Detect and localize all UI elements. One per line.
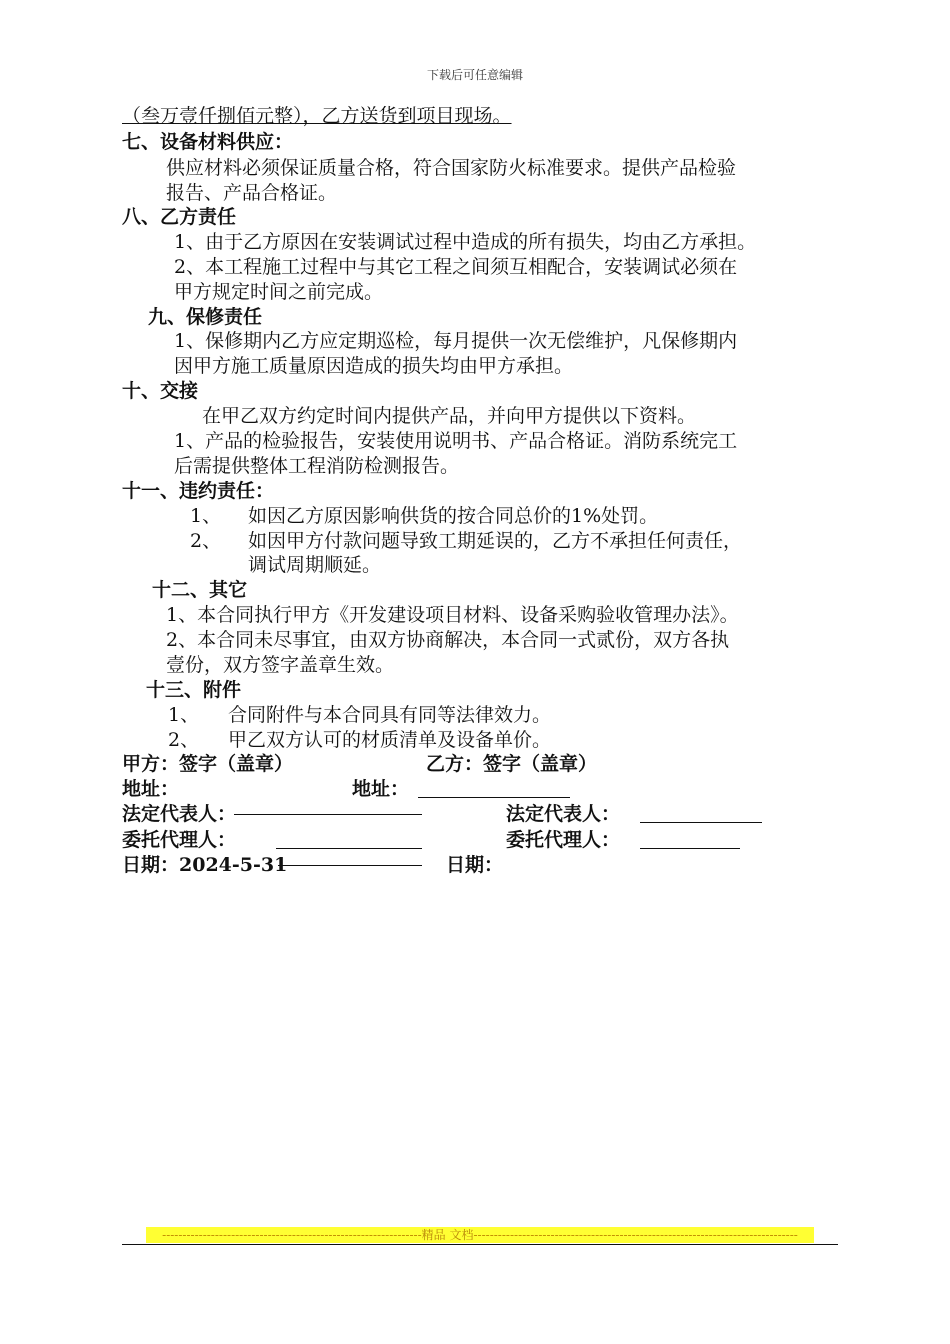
section-11-item-2-cont: 调试周期顺延。	[248, 554, 382, 576]
section-13-title: 十三、附件	[146, 679, 242, 701]
party-a-date-label: 日期：2024-5-31	[122, 854, 288, 876]
party-b-date-label: 日期：	[446, 854, 504, 876]
section-13-item-2: 甲乙双方认可的材质清单及设备单价。	[228, 729, 552, 751]
party-a-agent-blank[interactable]	[276, 828, 422, 852]
party-b-agent-label: 委托代理人：	[506, 829, 621, 851]
footer-banner	[146, 1227, 814, 1243]
section-13-item-1-number: 1、	[168, 704, 200, 726]
footer-rule	[122, 1244, 838, 1245]
party-b-legal-rep-blank[interactable]	[640, 802, 762, 826]
section-7-para-1: 供应材料必须保证质量合格，符合国家防火标准要求。提供产品检验	[166, 157, 737, 179]
footer-label: 精品 文档	[421, 1228, 474, 1242]
footer-dashes-right: --------------------------------------------------------------------------------	[473, 1228, 798, 1242]
party-a-date-blank[interactable]	[278, 853, 422, 877]
party-b-agent-blank[interactable]	[640, 828, 740, 852]
party-b-legal-rep-label: 法定代表人：	[506, 803, 621, 825]
party-a-legal-rep-label: 法定代表人：	[122, 803, 237, 825]
section-8-item-2-cont: 甲方规定时间之前完成。	[174, 281, 384, 303]
section-11-item-1: 如因乙方原因影响供货的按合同总价的1%处罚。	[248, 505, 659, 527]
party-b-address-blank[interactable]	[418, 777, 570, 801]
section-11-item-1-number: 1、	[190, 505, 222, 527]
section-9-item-1-cont: 因甲方施工质量原因造成的损失均由甲方承担。	[174, 355, 574, 377]
section-7-title: 七、设备材料供应：	[122, 131, 294, 153]
section-12-item-2-cont: 壹份，双方签字盖章生效。	[166, 654, 395, 676]
section-8-title: 八、乙方责任	[122, 206, 237, 228]
page-header-note: 下载后可任意编辑	[426, 68, 523, 82]
section-8-item-2: 2、本工程施工过程中与其它工程之间须互相配合，安装调试必须在	[174, 256, 738, 278]
section-9-item-1: 1、保修期内乙方应定期巡检，每月提供一次无偿维护，凡保修期内	[174, 330, 738, 352]
section-10-title: 十、交接	[122, 380, 199, 402]
section-12-item-1: 1、本合同执行甲方《开发建设项目材料、设备采购验收管理办法》。	[166, 604, 739, 626]
footer-dashes-left: ----------------------------------------------------------------	[162, 1228, 422, 1242]
section-11-item-2-number: 2、	[190, 530, 222, 552]
party-a-agent-label: 委托代理人：	[122, 829, 237, 851]
party-b-signature-label: 乙方：签字（盖章）	[426, 753, 598, 775]
section-9-title: 九、保修责任	[148, 306, 263, 328]
section-7-para-2: 报告、产品合格证。	[166, 182, 338, 204]
section-11-item-2: 如因甲方付款问题导致工期延误的，乙方不承担任何责任，	[248, 530, 743, 552]
section-11-title: 十一、违约责任：	[122, 480, 275, 502]
party-a-signature-label: 甲方：签字（盖章）	[122, 753, 294, 775]
section-10-item-1-cont: 后需提供整体工程消防检测报告。	[174, 455, 460, 477]
section-8-item-1: 1、由于乙方原因在安装调试过程中造成的所有损失，均由乙方承担。	[174, 231, 757, 253]
section-12-title: 十二、其它	[152, 579, 248, 601]
price-continuation-line: （叁万壹仟捌佰元整），乙方送货到项目现场。	[122, 105, 512, 127]
section-12-item-2: 2、本合同未尽事宜，由双方协商解决，本合同一式贰份，双方各执	[166, 629, 730, 651]
section-13-item-1: 合同附件与本合同具有同等法律效力。	[228, 704, 552, 726]
section-13-item-2-number: 2、	[168, 729, 200, 751]
party-b-address-label: 地址：	[352, 778, 410, 800]
party-a-address-label: 地址：	[122, 778, 180, 800]
section-10-item-1: 1、产品的检验报告，安装使用说明书、产品合格证。消防系统完工	[174, 430, 738, 452]
party-a-legal-rep-blank[interactable]	[234, 802, 422, 826]
section-10-para-1: 在甲乙双方约定时间内提供产品，并向甲方提供以下资料。	[202, 405, 697, 427]
